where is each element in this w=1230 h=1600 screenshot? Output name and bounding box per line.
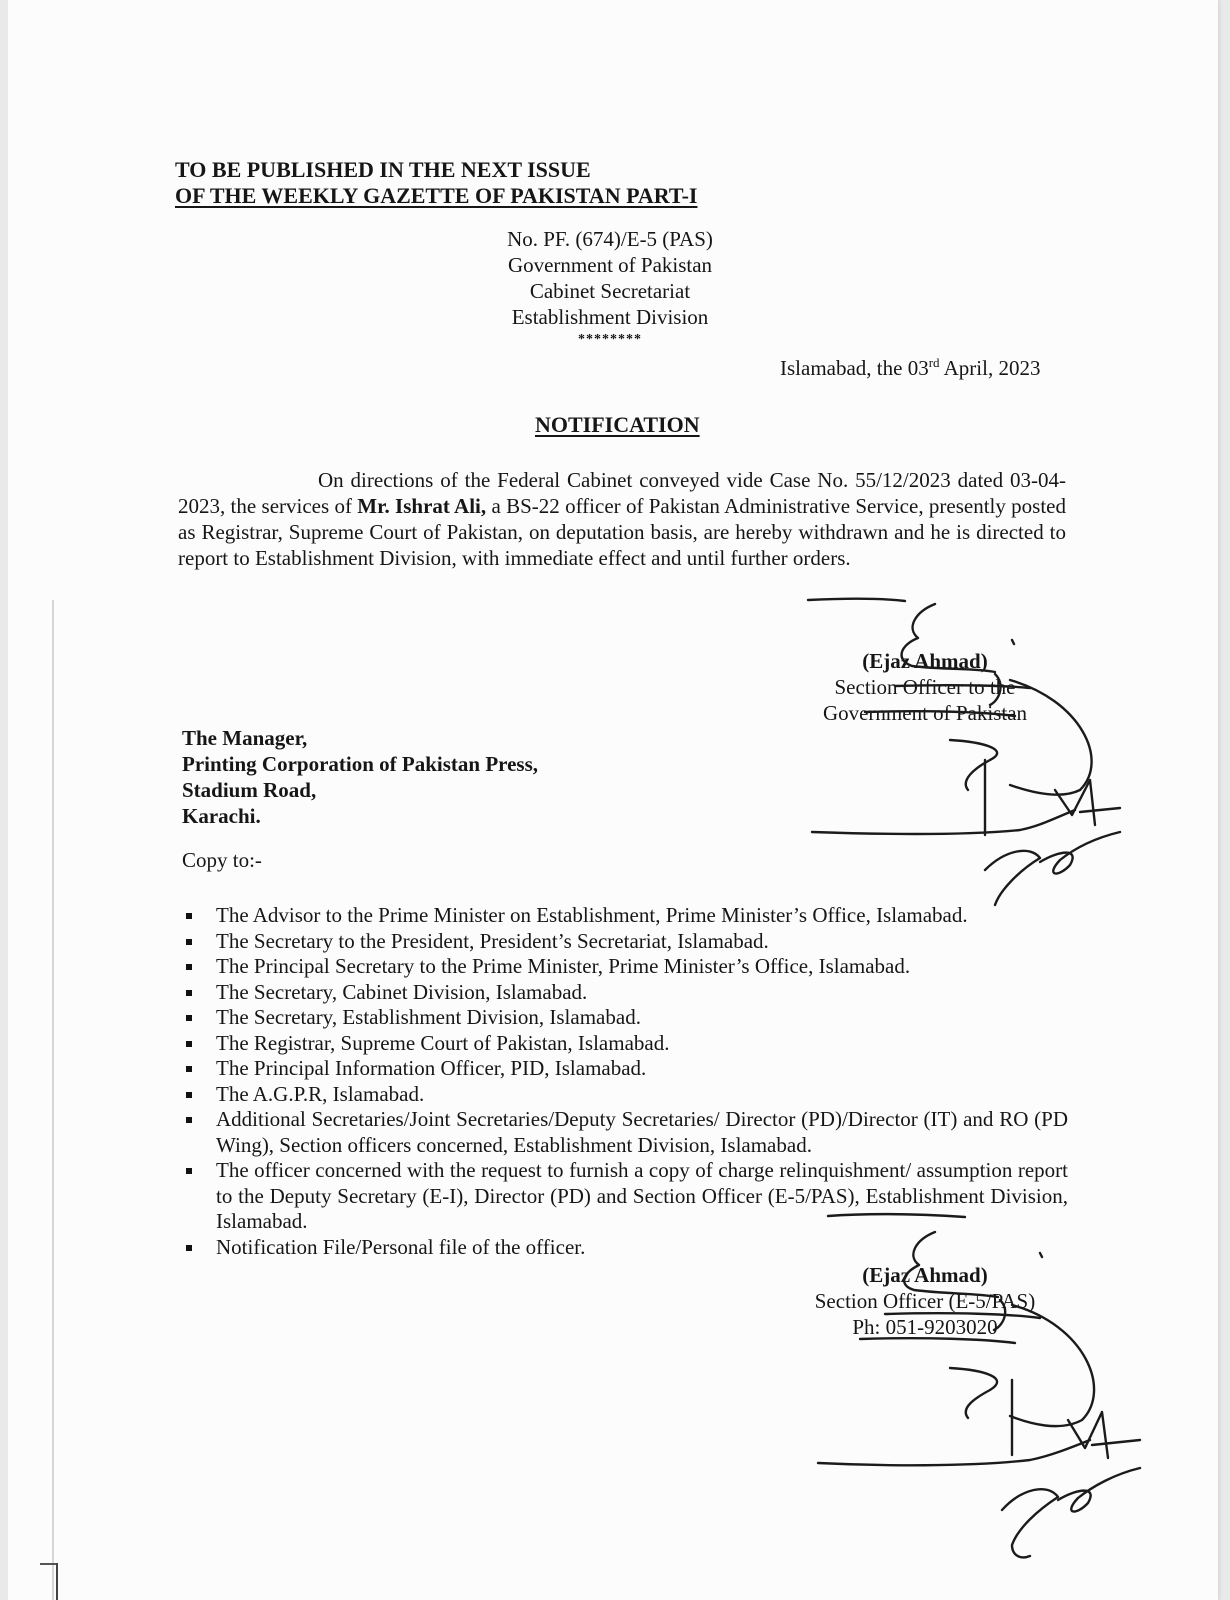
date-prefix: Islamabad, the 03 (780, 356, 929, 380)
signatory-name: (Ejaz Ahmad) (862, 649, 988, 673)
signatory-name: (Ejaz Ahmad) (862, 1263, 988, 1287)
office-block (400, 226, 820, 348)
copy-to-label: Copy to:- (182, 848, 262, 872)
copy-list-item: The Registrar, Supreme Court of Pakistan, Islamabad. (182, 1031, 1068, 1057)
copy-list-item: Additional Secretaries/Joint Secretaries/Deputy Secretaries/ Director (PD)/Director (IT) and RO (PD Wing), Section officers concerned, Establishment Division, Islamabad. (182, 1107, 1068, 1158)
signature-block-1 (810, 648, 1040, 726)
copy-list-item: The Secretary, Cabinet Division, Islamabad. (182, 980, 1068, 1006)
copy-list-item: The officer concerned with the request to furnish a copy of charge relinquishment/ assumption report to the Deputy Secretary (E-I), Director (PD) and Section Officer (E-5/PAS), Establishment Division, Islamabad. (182, 1158, 1068, 1235)
secretariat-name: Cabinet Secretariat (529, 279, 691, 303)
signatory-designation: Section Officer to the (834, 675, 1016, 699)
gazette-header-line2: OF THE WEEKLY GAZETTE OF PAKISTAN PART-I (175, 183, 698, 208)
separator-stars: ******** (578, 332, 642, 347)
addressee-line: Stadium Road, (182, 778, 317, 802)
issue-date (780, 355, 1040, 381)
copy-list-item: The Secretary to the President, President’s Secretariat, Islamabad. (182, 929, 1068, 955)
body-text-part2: a BS-22 officer of Pakistan Administrative Service, presently posted as Registrar, Supreme Court of Pakistan, on deputation basis, are hereby withdrawn and he is directed to report to Establishment Division, with immediate effect and until further orders. (178, 494, 1067, 570)
copy-list-item: The Principal Information Officer, PID, Islamabad. (182, 1056, 1068, 1082)
addressee-block (182, 725, 538, 829)
page-edge-mark-vertical (56, 1563, 58, 1600)
notification-body (178, 467, 1066, 571)
signatory-designation: Section Officer (E-5/PAS) (814, 1289, 1036, 1313)
copy-list-item: The A.G.P.R, Islamabad. (182, 1082, 1068, 1108)
addressee-line: The Manager, (182, 726, 308, 750)
gazette-header-line1: TO BE PUBLISHED IN THE NEXT ISSUE (175, 157, 591, 182)
body-text-part1: On directions of the Federal Cabinet conveyed vide Case No. 55/12/2023 dated 03-04-2023, the services of (178, 468, 1066, 518)
copy-list-item: The Advisor to the Prime Minister on Establishment, Prime Minister’s Office, Islamabad. (182, 903, 1068, 929)
copy-list (182, 903, 1068, 1260)
reference-number: No. PF. (674)/E-5 (PAS) (507, 227, 713, 251)
government-name: Government of Pakistan (507, 253, 713, 277)
division-name: Establishment Division (511, 305, 709, 329)
date-rest: April, 2023 (939, 356, 1041, 380)
copy-list-item: The Principal Secretary to the Prime Minister, Prime Minister’s Office, Islamabad. (182, 954, 1068, 980)
addressee-line: Karachi. (182, 804, 261, 828)
page-edge-shadow (52, 600, 54, 1600)
date-ordinal: rd (928, 355, 940, 370)
officer-name: Mr. Ishrat Ali, (357, 494, 487, 518)
notification-title: NOTIFICATION (535, 412, 700, 437)
signatory-phone: Ph: 051-9203020 (852, 1315, 998, 1339)
signature-block-2 (805, 1262, 1045, 1340)
copy-list-item: The Secretary, Establishment Division, Islamabad. (182, 1005, 1068, 1031)
addressee-line: Printing Corporation of Pakistan Press, (182, 752, 539, 776)
signatory-organization: Government of Pakistan (822, 701, 1028, 725)
copy-list-item: Notification File/Personal file of the officer. (182, 1235, 1068, 1261)
